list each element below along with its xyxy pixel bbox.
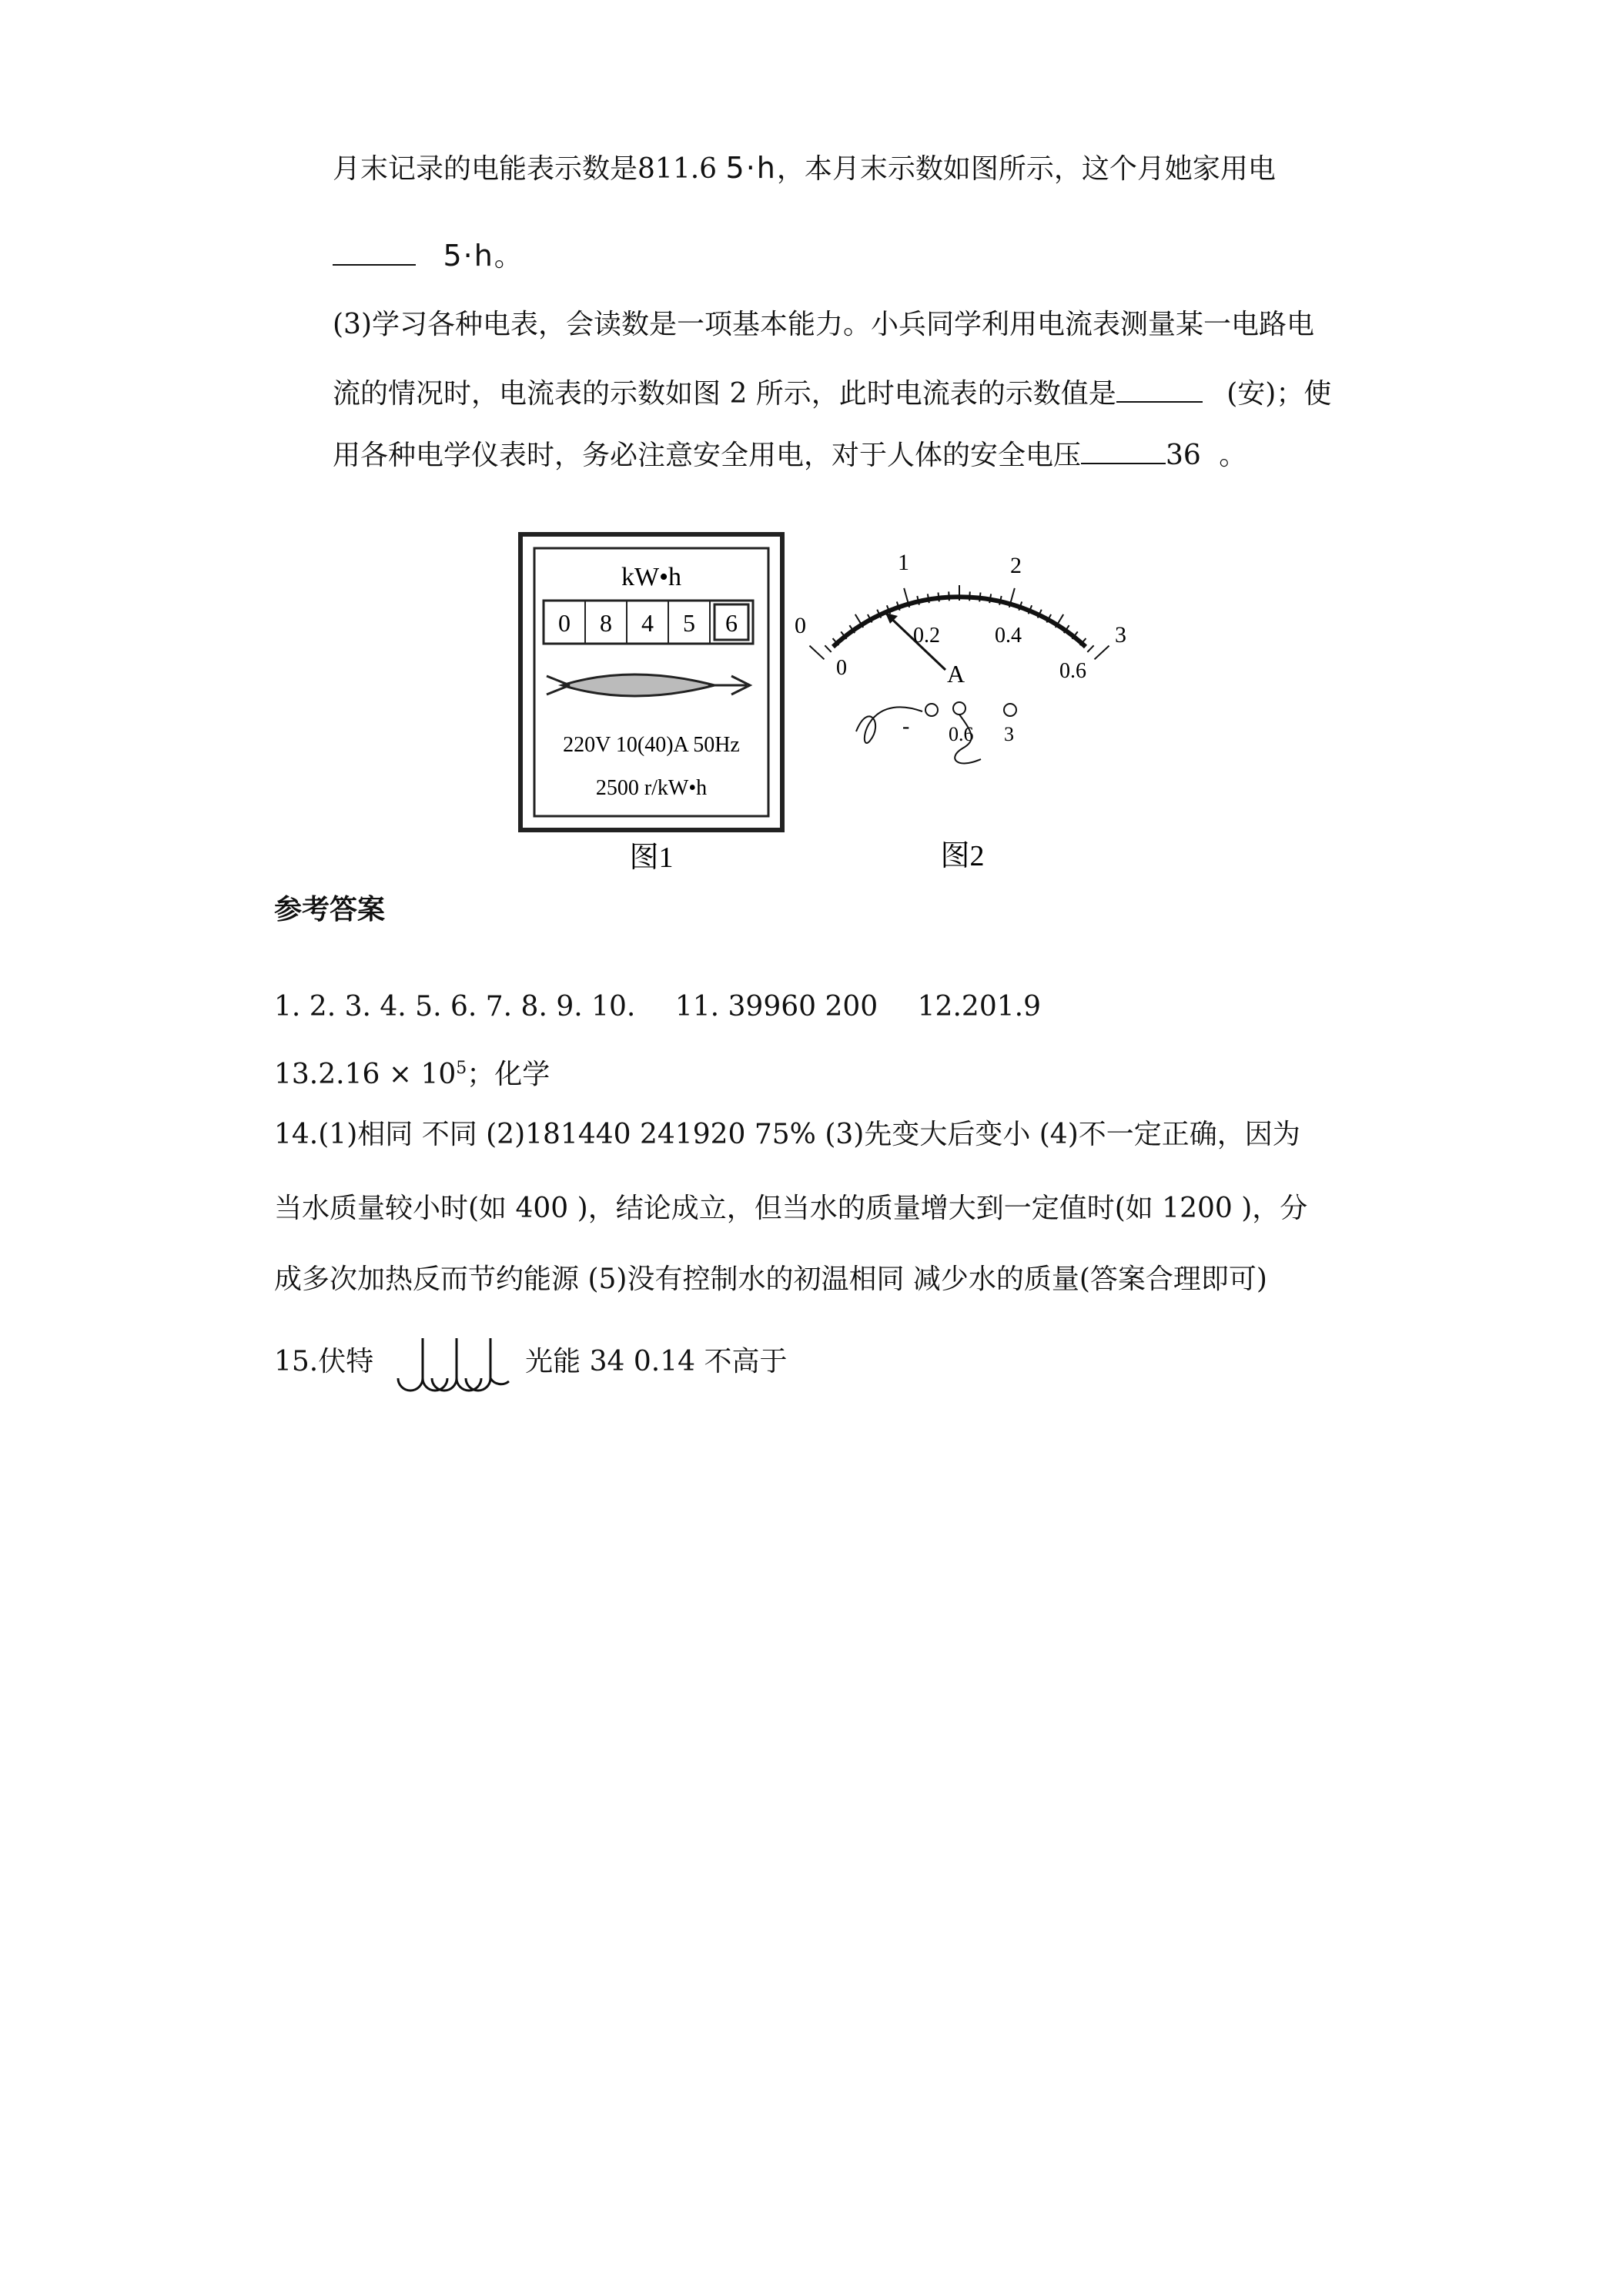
meter-unit-label: kW•h	[621, 563, 681, 591]
figure-2-caption: 图2	[940, 840, 985, 872]
answer-line-5: 成多次加热反而节约能源 (5)没有控制水的初温相同 减少水的质量(答案合理即可)	[274, 1263, 1267, 1295]
text: 流的情况时，电流表的示数如图 2 所示，此时电流表的示数值是	[333, 378, 1116, 410]
text: 12.201.9	[917, 991, 1041, 1022]
scale-tick	[1095, 646, 1109, 660]
answer-blank[interactable]	[333, 241, 416, 266]
answers-heading: 参考答案	[274, 894, 386, 925]
scale-tick	[825, 645, 831, 652]
text: 用各种电学仪表时，务必注意安全用电，对于人体的安全电压	[333, 440, 1082, 471]
rotor-disc-arrow-icon	[547, 674, 750, 696]
meter-digit: 4	[641, 609, 654, 637]
text: 15.伏特	[274, 1346, 374, 1377]
scale-tick	[809, 646, 824, 660]
text: 月末记录的电能表示数是	[333, 153, 638, 185]
meter-digit: 0	[558, 609, 571, 637]
question-line-5	[333, 439, 1247, 473]
question-line-1	[333, 151, 1276, 186]
answer-line-2	[274, 1052, 550, 1092]
figure-1-energy-meter	[516, 531, 793, 878]
unit: 5·h	[725, 151, 777, 185]
meter-spec-revolutions: 2500 r/kW•h	[595, 776, 708, 800]
text: ；化学	[467, 1059, 550, 1090]
ammeter-symbol: A	[947, 660, 965, 688]
exponent: 5	[456, 1059, 467, 1078]
answer-line-4: 当水质量较小时(如 400 )，结论成立，但当水的质量增大到一定值时(如 1200 )，分	[274, 1193, 1308, 1224]
upper-scale-label: 1	[898, 550, 909, 575]
text: 。	[494, 241, 522, 273]
text: 11. 39960 200	[674, 991, 878, 1022]
lower-scale-label: 0.4	[995, 624, 1022, 648]
answer-line-6	[274, 1338, 787, 1392]
upper-scale-label: 2	[1010, 553, 1022, 578]
answer-blank[interactable]	[1116, 378, 1203, 403]
unit: 5·h	[443, 239, 494, 273]
terminal-label: -	[902, 715, 910, 738]
value: 811.6	[637, 153, 718, 185]
scale-arc	[833, 597, 1086, 647]
lower-scale-label: 0.6	[1059, 659, 1086, 683]
text: ，本月末示数如图所示，这个月她家用电	[776, 153, 1276, 185]
meter-spec-rating: 220V 10(40)A 50Hz	[563, 733, 740, 757]
text: 13.2.16 × 10	[274, 1059, 457, 1090]
coil-symbol-icon	[397, 1338, 512, 1392]
answer-line-3: 14.(1)相同 不同 (2)181440 241920 75% (3)先变大后变小 (4)不一定正确，因为	[274, 1119, 1300, 1150]
figure-2-ammeter	[785, 539, 1139, 878]
question-line-4	[333, 377, 1331, 411]
value: 36	[1166, 440, 1201, 471]
meter-digit: 8	[600, 609, 612, 637]
meter-digit: 6	[725, 609, 738, 637]
question-line-3: (3)学习各种电表，会读数是一项基本能力。小兵同学利用电流表测量某一电路电	[333, 309, 1314, 340]
figure-1-caption: 图1	[629, 842, 674, 874]
wire-negative	[856, 707, 922, 743]
answer-blank[interactable]	[1081, 440, 1166, 464]
scale-tick	[1087, 645, 1093, 652]
question-line-2	[333, 239, 522, 274]
text: 。	[1219, 440, 1247, 471]
upper-scale-label: 0	[795, 613, 806, 638]
terminal-negative	[925, 704, 938, 716]
lower-scale-label: 0	[836, 656, 847, 680]
upper-scale-label: 3	[1115, 622, 1126, 648]
meter-digit: 5	[683, 609, 695, 637]
text: 1. 2. 3. 4. 5. 6. 7. 8. 9. 10.	[274, 991, 636, 1022]
terminal-label: 3	[1004, 723, 1014, 745]
lower-scale-label: 0.2	[913, 624, 940, 648]
text: (安)；使	[1226, 378, 1332, 410]
answer-line-1	[274, 990, 1041, 1024]
terminal-3	[1004, 704, 1016, 716]
terminal-0-6	[953, 702, 965, 715]
terminal-label: 0.6	[949, 723, 974, 745]
text: 光能 34 0.14 不高于	[525, 1346, 788, 1377]
